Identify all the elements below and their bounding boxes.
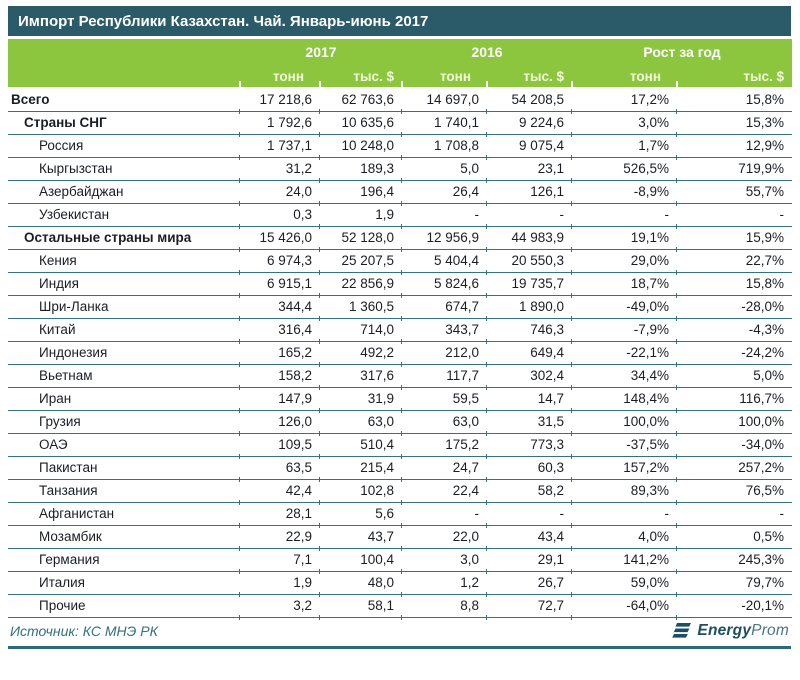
energyprom-logo-icon	[670, 623, 692, 638]
table-row	[8, 157, 792, 180]
table-row	[8, 88, 792, 111]
table-row	[8, 295, 792, 318]
row-label: Италия	[8, 571, 240, 594]
cell-value: 773,3	[487, 433, 572, 456]
row-label: Мозамбик	[8, 525, 240, 548]
table-row	[8, 180, 792, 203]
corner-cell-2	[8, 65, 240, 88]
cell-value: 63,0	[402, 410, 487, 433]
cell-value: 31,5	[487, 410, 572, 433]
cell-value: 54 208,5	[487, 88, 572, 111]
cell-value: 62 763,6	[320, 88, 402, 111]
table-row	[8, 111, 792, 134]
cell-value: 8,8	[402, 594, 487, 617]
row-label: Страны СНГ	[8, 111, 240, 134]
table-row	[8, 594, 792, 617]
cell-value: 10 635,6	[320, 111, 402, 134]
cell-value: 19,1%	[572, 226, 677, 249]
cell-value: -	[487, 203, 572, 226]
cell-value: 5,0	[402, 157, 487, 180]
table-row	[8, 456, 792, 479]
cell-value: 15,8%	[677, 88, 792, 111]
cell-value: 15,8%	[677, 272, 792, 295]
row-label: Индонезия	[8, 341, 240, 364]
cell-value: 89,3%	[572, 479, 677, 502]
cell-value: 12 956,9	[402, 226, 487, 249]
cell-value: 18,7%	[572, 272, 677, 295]
cell-value: 14,7	[487, 387, 572, 410]
cell-value: 1,2	[402, 571, 487, 594]
table-row	[8, 203, 792, 226]
cell-value: 48,0	[320, 571, 402, 594]
cell-value: 9 224,6	[487, 111, 572, 134]
cell-value: 31,2	[240, 157, 320, 180]
cell-value: 746,3	[487, 318, 572, 341]
row-label: Афганистан	[8, 502, 240, 525]
cell-value: 141,2%	[572, 548, 677, 571]
cell-value: -8,9%	[572, 180, 677, 203]
cell-value: 79,7%	[677, 571, 792, 594]
table-row	[8, 548, 792, 571]
cell-value: 257,2%	[677, 456, 792, 479]
cell-value: 5 824,6	[402, 272, 487, 295]
table-row	[8, 249, 792, 272]
cell-value: 44 983,9	[487, 226, 572, 249]
cell-value: -	[677, 502, 792, 525]
cell-value: 714,0	[320, 318, 402, 341]
cell-value: 5,6	[320, 502, 402, 525]
cell-value: 302,4	[487, 364, 572, 387]
table-row	[8, 502, 792, 525]
logo-text-energy: Energy	[697, 621, 752, 639]
table-title-bar	[8, 6, 791, 36]
table-row	[8, 272, 792, 295]
source-note: Источник: КС МНЭ РК	[10, 622, 158, 639]
cell-value: 22,4	[402, 479, 487, 502]
cell-value: 42,4	[240, 479, 320, 502]
row-label: Остальные страны мира	[8, 226, 240, 249]
unit-header-row	[8, 65, 792, 88]
cell-value: 17,2%	[572, 88, 677, 111]
cell-value: 5 404,4	[402, 249, 487, 272]
cell-value: 100,0%	[572, 410, 677, 433]
unit-thousand-usd-growth: тыс. $	[677, 65, 792, 88]
import-table	[8, 39, 792, 618]
cell-value: 189,3	[320, 157, 402, 180]
cell-value: 43,4	[487, 525, 572, 548]
cell-value: 15 426,0	[240, 226, 320, 249]
cell-value: 15,3%	[677, 111, 792, 134]
cell-value: 23,1	[487, 157, 572, 180]
footer-bar	[8, 618, 791, 649]
unit-thousand-usd-2017: тыс. $	[320, 65, 402, 88]
row-label: Иран	[8, 387, 240, 410]
row-label: Грузия	[8, 410, 240, 433]
cell-value: 63,0	[320, 410, 402, 433]
cell-value: 100,4	[320, 548, 402, 571]
cell-value: 344,4	[240, 295, 320, 318]
cell-value: -20,1%	[677, 594, 792, 617]
row-label: Индия	[8, 272, 240, 295]
row-label: Шри-Ланка	[8, 295, 240, 318]
cell-value: 12,9%	[677, 134, 792, 157]
cell-value: -	[402, 203, 487, 226]
table-body	[8, 88, 792, 617]
row-label: Прочие	[8, 594, 240, 617]
table-row	[8, 364, 792, 387]
cell-value: 1,9	[320, 203, 402, 226]
cell-value: 3,0%	[572, 111, 677, 134]
cell-value: 316,4	[240, 318, 320, 341]
cell-value: 26,4	[402, 180, 487, 203]
cell-value: 147,9	[240, 387, 320, 410]
cell-value: 109,5	[240, 433, 320, 456]
table-row	[8, 433, 792, 456]
logo-text-prom: Prom	[751, 621, 789, 639]
cell-value: 19 735,7	[487, 272, 572, 295]
cell-value: 719,9%	[677, 157, 792, 180]
cell-value: 63,5	[240, 456, 320, 479]
cell-value: 43,7	[320, 525, 402, 548]
cell-value: 22,9	[240, 525, 320, 548]
cell-value: -64,0%	[572, 594, 677, 617]
cell-value: 26,7	[487, 571, 572, 594]
cell-value: 3,2	[240, 594, 320, 617]
cell-value: 29,1	[487, 548, 572, 571]
cell-value: 60,3	[487, 456, 572, 479]
cell-value: 59,5	[402, 387, 487, 410]
cell-value: -34,0%	[677, 433, 792, 456]
row-label: ОАЭ	[8, 433, 240, 456]
cell-value: 14 697,0	[402, 88, 487, 111]
cell-value: 1 792,6	[240, 111, 320, 134]
cell-value: 674,7	[402, 295, 487, 318]
cell-value: 510,4	[320, 433, 402, 456]
unit-tons-2016: тонн	[402, 65, 487, 88]
row-label: Китай	[8, 318, 240, 341]
cell-value: -7,9%	[572, 318, 677, 341]
cell-value: 15,9%	[677, 226, 792, 249]
cell-value: 649,4	[487, 341, 572, 364]
row-label: Азербайджан	[8, 180, 240, 203]
table-header	[8, 39, 792, 88]
cell-value: 165,2	[240, 341, 320, 364]
table-row	[8, 410, 792, 433]
row-label: Кения	[8, 249, 240, 272]
row-label: Узбекистан	[8, 203, 240, 226]
cell-value: 25 207,5	[320, 249, 402, 272]
cell-value: 5,0%	[677, 364, 792, 387]
table-row	[8, 479, 792, 502]
cell-value: -49,0%	[572, 295, 677, 318]
table-row	[8, 318, 792, 341]
row-label: Пакистан	[8, 456, 240, 479]
cell-value: 59,0%	[572, 571, 677, 594]
cell-value: 100,0%	[677, 410, 792, 433]
cell-value: 6 915,1	[240, 272, 320, 295]
cell-value: -	[402, 502, 487, 525]
row-label: Вьетнам	[8, 364, 240, 387]
cell-value: 1 737,1	[240, 134, 320, 157]
cell-value: 196,4	[320, 180, 402, 203]
cell-value: 28,1	[240, 502, 320, 525]
table-row	[8, 571, 792, 594]
cell-value: 1,7%	[572, 134, 677, 157]
cell-value: 102,8	[320, 479, 402, 502]
cell-value: -28,0%	[677, 295, 792, 318]
table-row	[8, 226, 792, 249]
cell-value: 58,1	[320, 594, 402, 617]
cell-value: -24,2%	[677, 341, 792, 364]
row-label: Россия	[8, 134, 240, 157]
cell-value: 1,9	[240, 571, 320, 594]
cell-value: 117,7	[402, 364, 487, 387]
cell-value: 22,7%	[677, 249, 792, 272]
cell-value: 148,4%	[572, 387, 677, 410]
energyprom-logo-text	[697, 622, 789, 640]
energyprom-logo	[670, 622, 789, 640]
cell-value: 526,5%	[572, 157, 677, 180]
cell-value: 22,0	[402, 525, 487, 548]
cell-value: -	[677, 203, 792, 226]
cell-value: -4,3%	[677, 318, 792, 341]
row-label: Танзания	[8, 479, 240, 502]
cell-value: 9 075,4	[487, 134, 572, 157]
year-2017-header: 2017	[240, 39, 402, 65]
cell-value: 158,2	[240, 364, 320, 387]
page-title: Импорт Республики Казахстан. Чай. Январь-июнь 2017	[18, 13, 429, 30]
cell-value: 0,3	[240, 203, 320, 226]
cell-value: 76,5%	[677, 479, 792, 502]
cell-value: 215,4	[320, 456, 402, 479]
growth-header: Рост за год	[572, 39, 792, 65]
cell-value: 317,6	[320, 364, 402, 387]
cell-value: -22,1%	[572, 341, 677, 364]
cell-value: 72,7	[487, 594, 572, 617]
cell-value: 22 856,9	[320, 272, 402, 295]
cell-value: 212,0	[402, 341, 487, 364]
year-header-row	[8, 39, 792, 65]
cell-value: 343,7	[402, 318, 487, 341]
table-row	[8, 525, 792, 548]
cell-value: 34,4%	[572, 364, 677, 387]
unit-thousand-usd-2016: тыс. $	[487, 65, 572, 88]
cell-value: 17 218,6	[240, 88, 320, 111]
cell-value: 24,0	[240, 180, 320, 203]
table-row	[8, 134, 792, 157]
cell-value: 24,7	[402, 456, 487, 479]
cell-value: 1 890,0	[487, 295, 572, 318]
table-row	[8, 387, 792, 410]
cell-value: 58,2	[487, 479, 572, 502]
cell-value: 55,7%	[677, 180, 792, 203]
row-label: Германия	[8, 548, 240, 571]
cell-value: 3,0	[402, 548, 487, 571]
cell-value: -37,5%	[572, 433, 677, 456]
cell-value: 492,2	[320, 341, 402, 364]
cell-value: 1 740,1	[402, 111, 487, 134]
unit-tons-growth: тонн	[572, 65, 677, 88]
table-row	[8, 341, 792, 364]
cell-value: 1 360,5	[320, 295, 402, 318]
unit-tons-2017: тонн	[240, 65, 320, 88]
cell-value: 126,0	[240, 410, 320, 433]
row-label: Кыргызстан	[8, 157, 240, 180]
row-label: Всего	[8, 88, 240, 111]
cell-value: 29,0%	[572, 249, 677, 272]
cell-value: 0,5%	[677, 525, 792, 548]
cell-value: 6 974,3	[240, 249, 320, 272]
cell-value: 52 128,0	[320, 226, 402, 249]
cell-value: 175,2	[402, 433, 487, 456]
cell-value: 10 248,0	[320, 134, 402, 157]
cell-value: 116,7%	[677, 387, 792, 410]
cell-value: 7,1	[240, 548, 320, 571]
cell-value: 126,1	[487, 180, 572, 203]
corner-cell	[8, 39, 240, 65]
cell-value: 4,0%	[572, 525, 677, 548]
year-2016-header: 2016	[402, 39, 572, 65]
cell-value: -	[572, 502, 677, 525]
cell-value: 245,3%	[677, 548, 792, 571]
cell-value: 20 550,3	[487, 249, 572, 272]
cell-value: -	[572, 203, 677, 226]
cell-value: -	[487, 502, 572, 525]
cell-value: 157,2%	[572, 456, 677, 479]
cell-value: 1 708,8	[402, 134, 487, 157]
cell-value: 31,9	[320, 387, 402, 410]
